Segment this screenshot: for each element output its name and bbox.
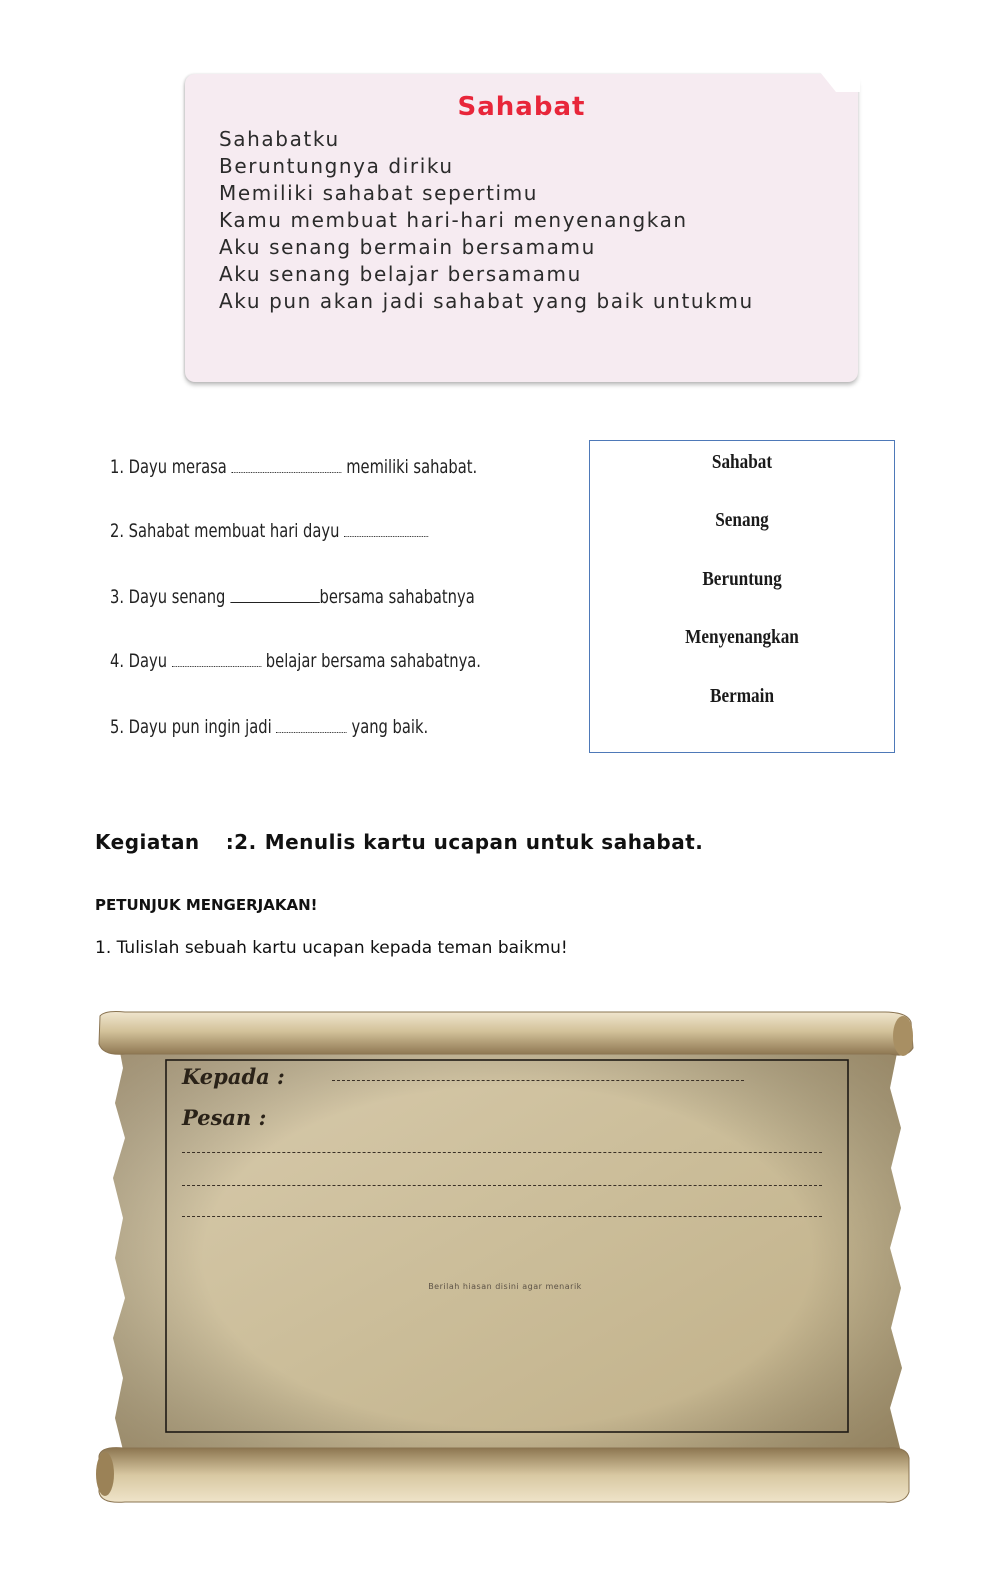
answer-blank-5[interactable] — [276, 718, 347, 733]
activity-heading — [95, 830, 703, 854]
answer-blank-3[interactable] — [230, 588, 319, 603]
bottom-roll — [99, 1448, 909, 1503]
word-bank — [589, 440, 895, 753]
question-5-suffix: yang baik. — [346, 716, 429, 738]
instructions-heading: PETUNJUK MENGERJAKAN! — [95, 896, 318, 914]
page-fold-corner — [820, 72, 860, 92]
question-5-text: 5. Dayu pun ingin jadi — [110, 716, 277, 738]
poem-title: Sahabat — [457, 92, 586, 122]
word-bank-item: Bermain — [709, 685, 775, 707]
activity-number: :2. — [225, 830, 257, 854]
poem-line: Aku senang belajar bersamamu — [219, 262, 582, 286]
to-line[interactable] — [332, 1080, 744, 1081]
activity-title: Menulis kartu ucapan untuk sahabat. — [264, 830, 704, 854]
poem-body — [219, 128, 839, 317]
instruction-item: 1. Tulislah sebuah kartu ucapan kepada teman baikmu! — [95, 938, 568, 958]
bottom-roll-end — [96, 1452, 114, 1496]
question-4-suffix: belajar bersama sahabatnya. — [261, 650, 481, 672]
poem-line: Aku senang bermain bersamamu — [219, 235, 596, 259]
poem-line: Sahabatku — [219, 127, 340, 151]
word-bank-item: Sahabat — [711, 451, 773, 473]
question-3-text: 3. Dayu senang — [110, 586, 231, 608]
answer-blank-1[interactable] — [231, 458, 341, 473]
top-roll — [99, 1012, 913, 1056]
question-4 — [110, 650, 481, 672]
question-1-text: 1. Dayu merasa — [110, 456, 232, 478]
question-2-text: 2. Sahabat membuat hari dayu — [110, 520, 345, 542]
decoration-hint: Berilah hiasan disini agar menarik — [428, 1282, 582, 1291]
answer-blank-4[interactable] — [172, 652, 261, 667]
word-bank-item: Menyenangkan — [685, 626, 799, 648]
poem-line: Beruntungnya diriku — [219, 154, 454, 178]
message-line-3[interactable] — [182, 1216, 822, 1217]
top-roll-end — [893, 1016, 913, 1056]
message-line-2[interactable] — [182, 1185, 822, 1186]
question-1 — [110, 456, 477, 478]
parchment-shade — [113, 1036, 902, 1478]
message-label: Pesan : — [182, 1105, 267, 1130]
activity-label: Kegiatan — [95, 830, 200, 854]
word-bank-item: Senang — [715, 509, 769, 531]
question-1-suffix: memiliki sahabat. — [341, 456, 478, 478]
question-5 — [110, 716, 428, 738]
question-3-suffix: bersama sahabatnya — [319, 586, 475, 608]
message-line-1[interactable] — [182, 1152, 822, 1153]
answer-blank-2[interactable] — [344, 522, 428, 537]
poem-line: Memiliki sahabat sepertimu — [219, 181, 539, 205]
poem-line: Aku pun akan jadi sahabat yang baik untukmu — [219, 289, 754, 313]
to-label: Kepada : — [182, 1064, 285, 1089]
word-bank-item: Beruntung — [702, 568, 782, 590]
question-4-text: 4. Dayu — [110, 650, 172, 672]
question-2 — [110, 520, 428, 542]
poem-line: Kamu membuat hari-hari menyenangkan — [219, 208, 688, 232]
question-3 — [110, 586, 475, 608]
